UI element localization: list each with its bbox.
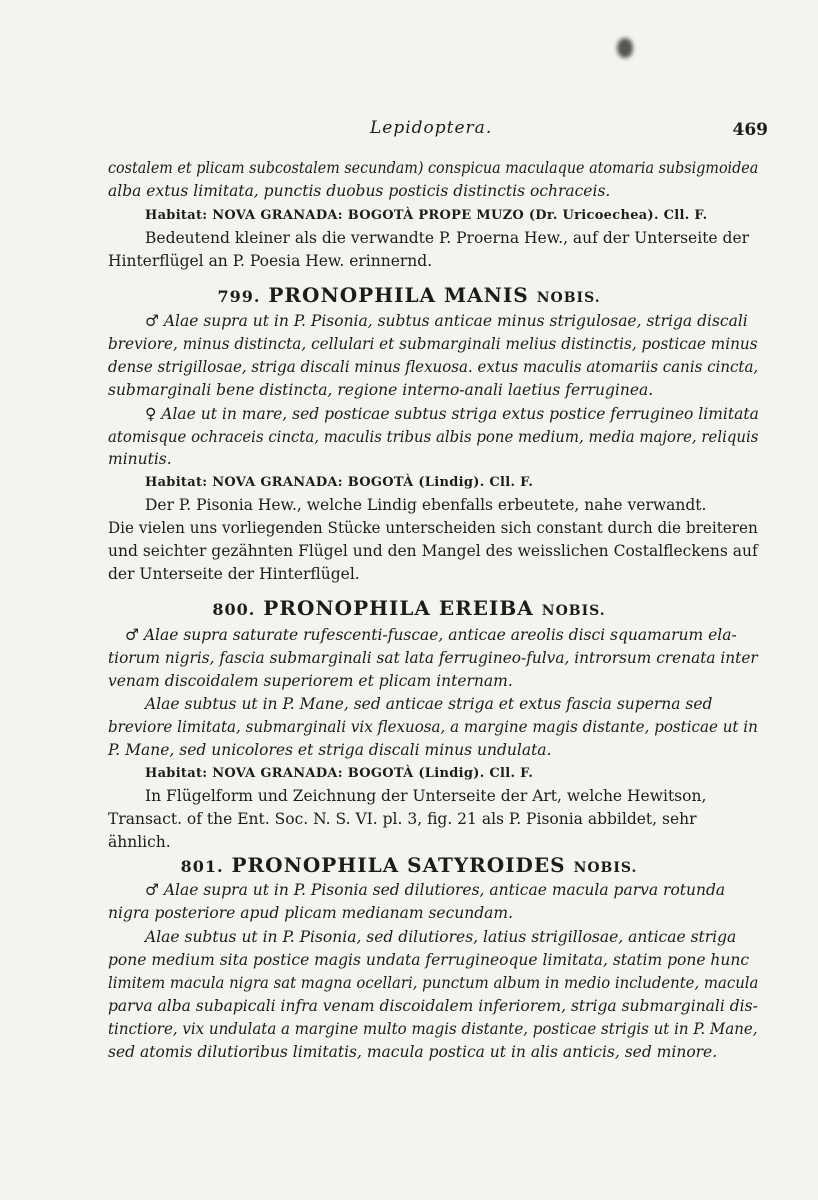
text-line: sed atomis dilutioribus limitatis, macula postica ut in alis anticis, sed minore. [108, 1043, 718, 1061]
species-name: PRONOPHILA SATYROIDES [231, 853, 566, 877]
text-line: submarginali bene distincta, regione interno-anali laetius ferruginea. [108, 381, 654, 399]
text-line: Alae subtus ut in P. Mane, sed anticae striga et extus fascia superna sed [145, 695, 713, 713]
text-line: ♂ Alae supra ut in P. Pisonia, subtus anticae minus strigulosae, striga discali [145, 312, 748, 330]
text-line: Der P. Pisonia Hew., welche Lindig ebenfalls erbeutete, nahe verwandt. [145, 496, 707, 514]
species-number: 800. [212, 600, 256, 619]
habitat-line: Habitat: NOVA GRANADA: BOGOTÀ PROPE MUZO (Dr. Uricoechea). Cll. F. [145, 208, 708, 223]
habitat-line: Habitat: NOVA GRANADA: BOGOTÀ (Lindig). Cll. F. [145, 475, 534, 490]
habitat-line: Habitat: NOVA GRANADA: BOGOTÀ (Lindig). Cll. F. [145, 766, 534, 781]
text-line: P. Mane, sed unicolores et striga discali minus undulata. [108, 741, 552, 759]
species-number: 801. [180, 857, 224, 876]
text-line: In Flügelform und Zeichnung der Unterseite der Art, welche Hewitson, [145, 787, 707, 805]
species-number: 799. [217, 287, 261, 306]
ink-smudge [617, 38, 633, 58]
page-header [370, 118, 770, 144]
page-number: 469 [732, 120, 768, 140]
text-line: Transact. of the Ent. Soc. N. S. VI. pl. 3, fig. 21 als P. Pisonia abbildet, sehr [108, 810, 697, 828]
text-line: Die vielen uns vorliegenden Stücke unterscheiden sich constant durch die breiteren [108, 519, 758, 537]
text-line: minutis. [108, 450, 172, 468]
species-name: PRONOPHILA MANIS [268, 283, 529, 307]
text-line: limitem macula nigra sat magna ocellari, punctum album in medio includente, macula [108, 974, 759, 992]
text-line: venam discoidalem superiorem et plicam internam. [108, 672, 513, 690]
text-line: ♀ Alae ut in mare, sed posticae subtus striga extus postice ferrugineo limitata [145, 405, 759, 423]
running-title: Lepidoptera. [370, 118, 493, 138]
species-heading-800 [0, 596, 818, 623]
text-line: alba extus limitata, punctis duobus posticis distinctis ochraceis. [108, 182, 611, 200]
text-line: Hinterflügel an P. Poesia Hew. erinnernd. [108, 252, 433, 270]
text-line: tinctiore, vix undulata a margine multo magis distante, posticae strigis ut in P. Mane, [108, 1020, 758, 1038]
text-line: breviore limitata, submarginali vix flexuosa, a margine magis distante, posticae ut in [108, 718, 758, 736]
species-heading-801 [0, 853, 818, 880]
species-author: NOBIS. [536, 290, 601, 306]
text-line: Alae subtus ut in P. Pisonia, sed dilutiores, latius strigillosae, anticae striga [145, 928, 737, 946]
text-line: ♂ Alae supra ut in P. Pisonia sed dilutiores, anticae macula parva rotunda [145, 881, 726, 899]
text-line: nigra posteriore apud plicam medianam secundam. [108, 904, 514, 922]
text-line: ♂ Alae supra saturate rufescenti-fuscae, anticae areolis disci squamarum ela- [125, 626, 737, 644]
text-line: tiorum nigris, fascia submarginali sat lata ferrugineo-fulva, introrsum crenata inter [108, 649, 758, 667]
text-line: und seichter gezähnten Flügel und den Mangel des weisslichen Costalfleckens auf [108, 542, 758, 560]
text-line: dense strigillosae, striga discali minus flexuosa. extus maculis atomariis canis cincta, [108, 358, 759, 376]
text-line: ähnlich. [108, 833, 171, 851]
text-line: costalem et plicam subcostalem secundam) conspicua maculaque atomaria subsigmoidea [108, 159, 759, 177]
text-line: der Unterseite der Hinterflügel. [108, 565, 360, 583]
text-line: pone medium sita postice magis undata ferrugineoque limitata, statim pone hunc [108, 951, 750, 969]
species-heading-799 [0, 283, 818, 310]
species-author: NOBIS. [573, 860, 638, 876]
species-name: PRONOPHILA EREIBA [263, 596, 534, 620]
species-author: NOBIS. [541, 603, 606, 619]
text-line: breviore, minus distincta, cellulari et submarginali melius distinctis, posticae minus [108, 335, 758, 353]
text-line: atomisque ochraceis cincta, maculis tribus albis pone medium, media majore, reliquis [108, 428, 759, 446]
text-line: parva alba subapicali infra venam discoidalem inferiorem, striga submarginali dis- [108, 997, 758, 1015]
text-line: Bedeutend kleiner als die verwandte P. Proerna Hew., auf der Unterseite der [145, 229, 750, 247]
